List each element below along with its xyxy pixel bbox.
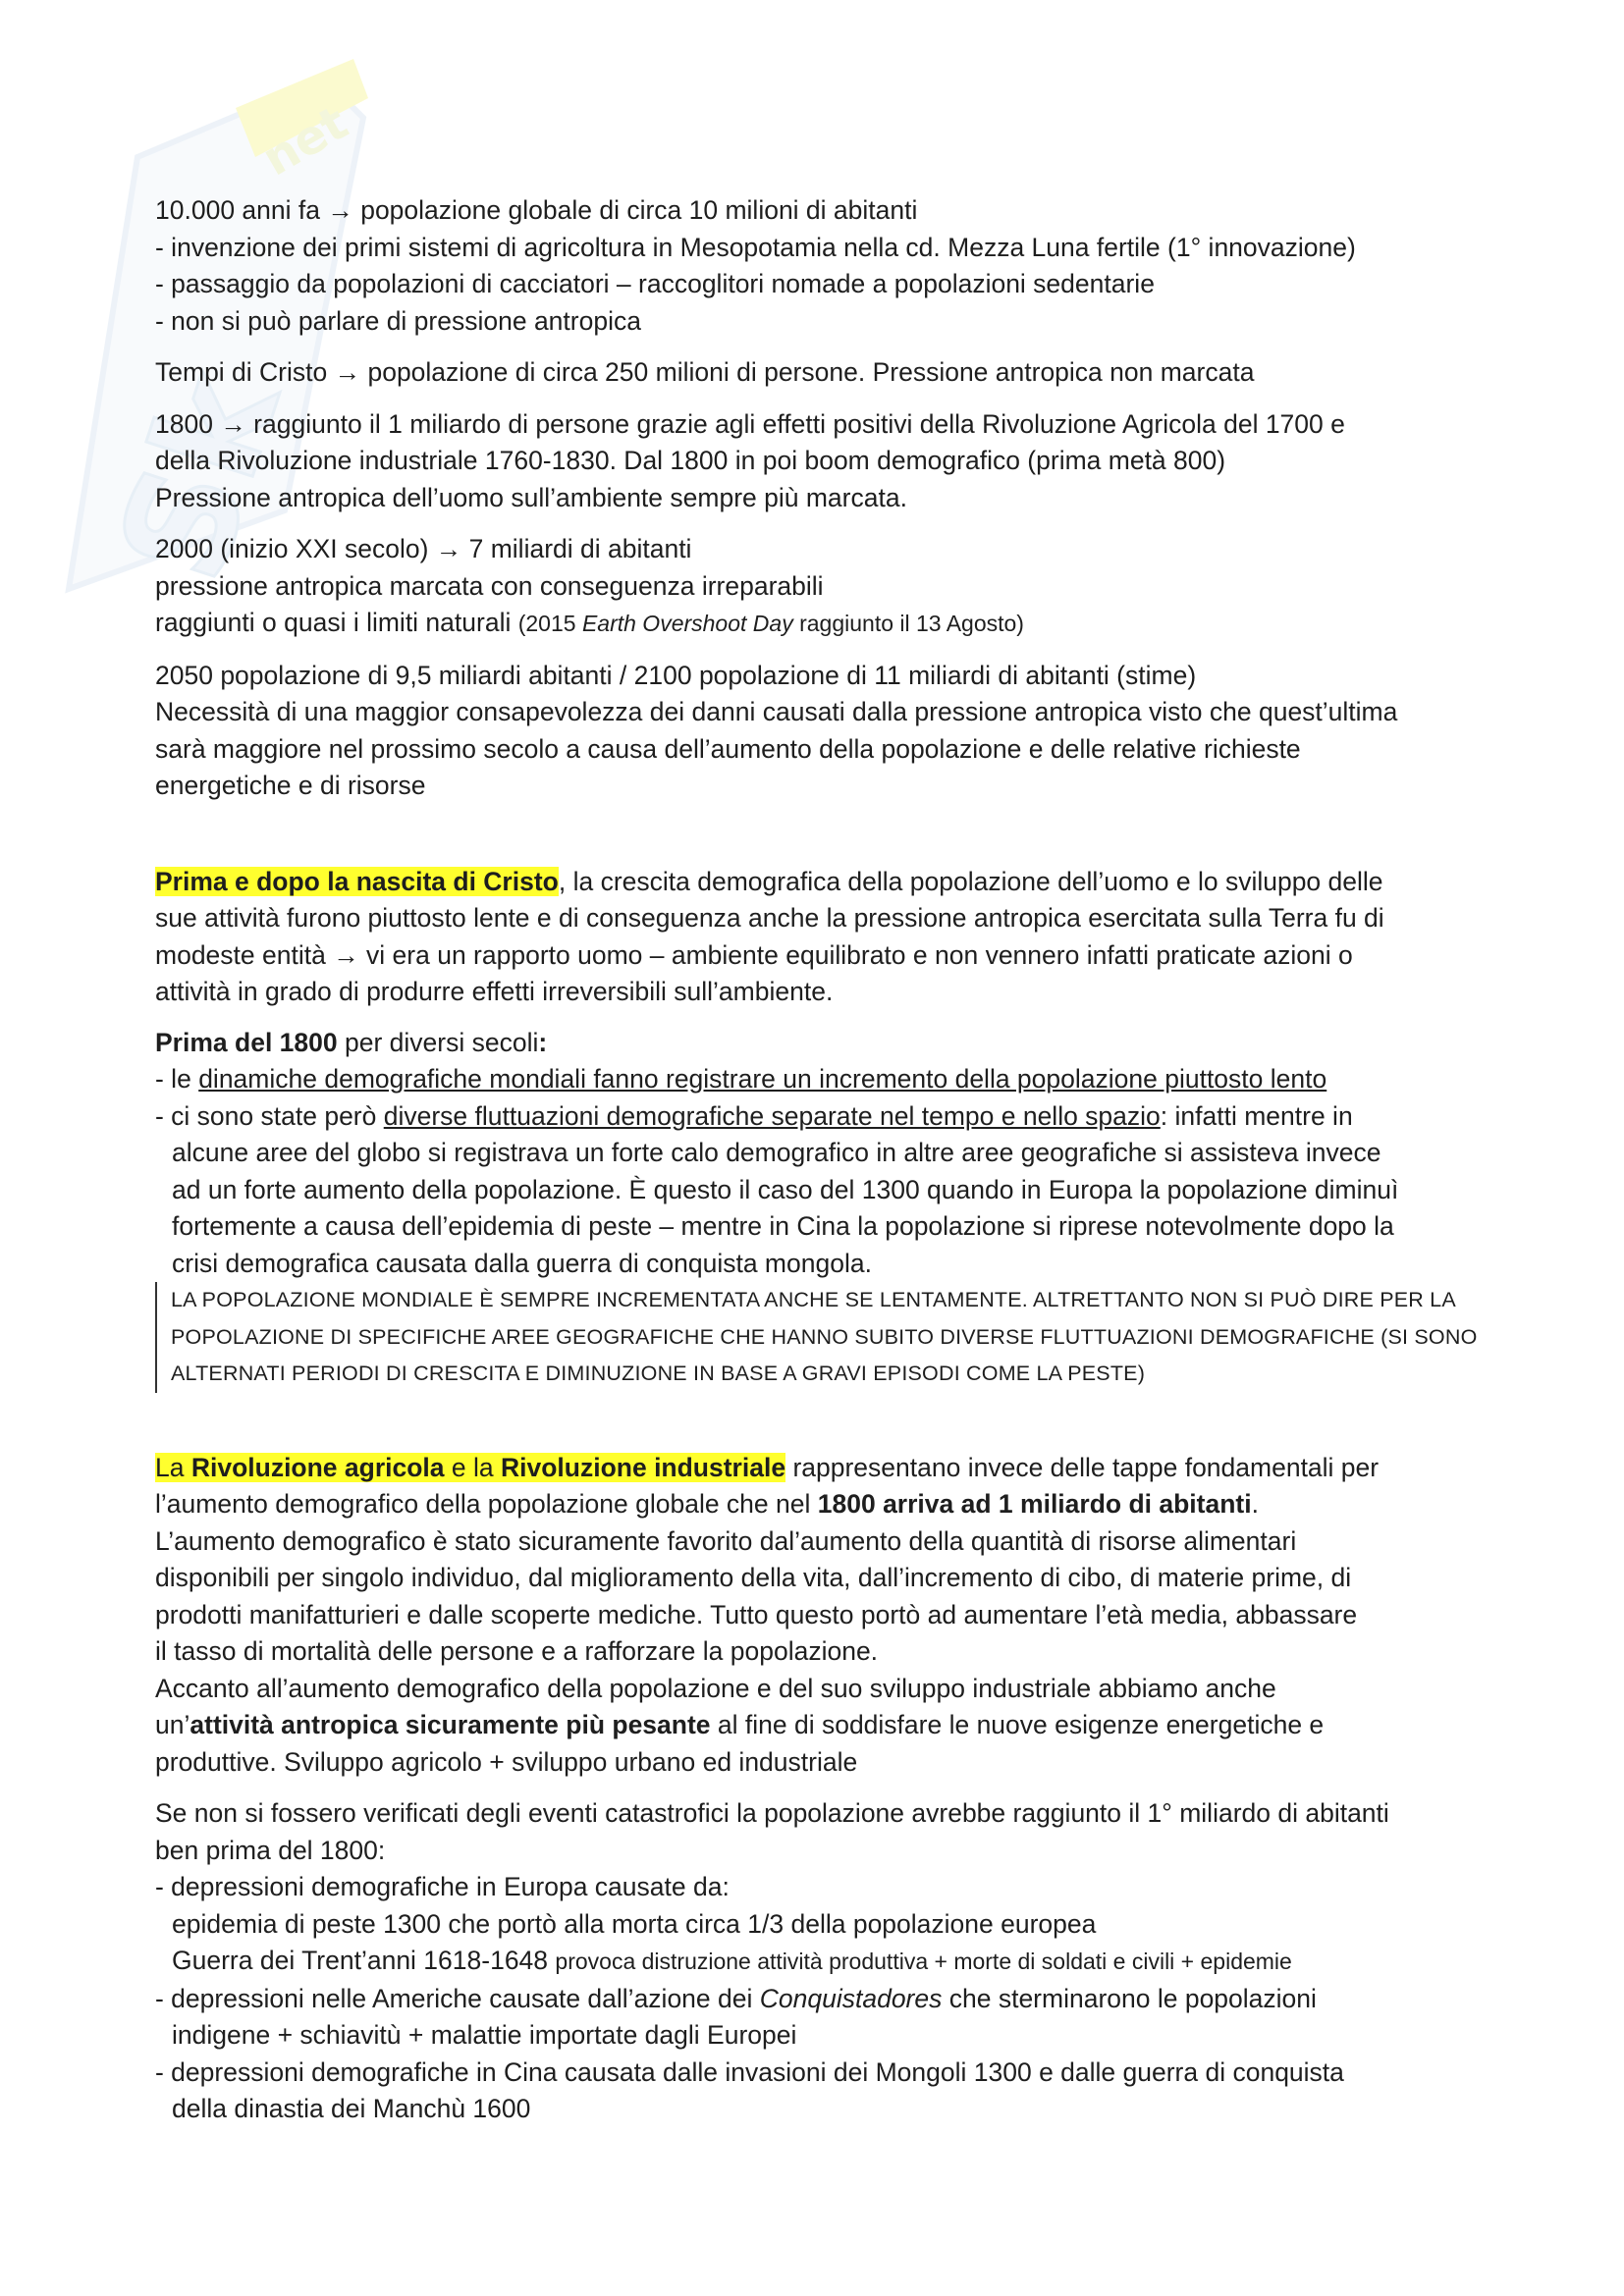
text-line: ben prima del 1800: [155, 1835, 386, 1865]
text-line: - invenzione dei primi sistemi di agricoltura in Mesopotamia nella cd. Mezza Luna fertile (1° innovazione) [155, 232, 1356, 262]
text-line [155, 864, 1490, 901]
text-line: crisi demografica causata dalla guerra di conquista mongola. [172, 1248, 872, 1278]
paragraph-catastrophic-events [155, 1795, 1490, 2128]
text-line: modeste entità → vi era un rapporto uomo – ambiente equilibrato e non vennero infatti praticate azioni o [155, 939, 1353, 970]
paragraph-2000 [155, 531, 1490, 643]
svg-text:net: net [253, 95, 357, 187]
text-line: - non si può parlare di pressione antropica [155, 305, 641, 336]
text-line [155, 1707, 1490, 1744]
small-caps-note [155, 1282, 1490, 1393]
text-line [155, 1943, 1490, 1981]
text-line: epidemia di peste 1300 che portò alla morta circa 1/3 della popolazione europea [172, 1908, 1097, 1939]
text-fragment: rappresentano invece delle tappe fondamentali per [785, 1452, 1380, 1482]
text-line: Pressione antropica dell’uomo sull’ambiente sempre più marcata. [155, 482, 907, 512]
text-line: LA POPOLAZIONE MONDIALE È SEMPRE INCREMENTATA ANCHE SE LENTAMENTE. ALTRETTANTO NON SI PUÒ DIRE PER LA [171, 1288, 1456, 1311]
svg-text:Sk: Sk [86, 352, 313, 601]
paragraph-christ-era [155, 354, 1490, 392]
text-line [155, 605, 1490, 643]
text-line: energetiche e di risorse [155, 771, 426, 800]
text-fragment: - le [155, 1064, 199, 1094]
paragraph-2050-forecast [155, 658, 1490, 805]
text-fragment: Earth Overshoot Day [581, 611, 793, 636]
text-line: attività in grado di produrre effetti irreversibili sull’ambiente. [155, 977, 834, 1006]
text-line: della dinastia dei Manchù 1600 [172, 2094, 531, 2123]
text-fragment: al fine di soddisfare le nuove esigenze energetiche e [710, 1710, 1325, 1739]
bold-heading: Prima del 1800 [155, 1027, 338, 1057]
list-item: - depressioni demografiche in Cina causata dalle invasioni dei Mongoli 1300 e dalle guerra di conquista [155, 2056, 1344, 2087]
text-fragment: - depressioni nelle Americhe causate dall’azione dei [155, 1983, 760, 2013]
highlighted-heading: Prima e dopo la nascita di Cristo [155, 866, 559, 896]
text-line: Se non si fossero verificati degli eventi catastrofici la popolazione avrebbe raggiunto il 1° miliardo di abitanti [155, 1798, 1389, 1828]
text-fragment: e la [444, 1452, 501, 1482]
text-line: ad un forte aumento della popolazione. È questo il caso del 1300 quando in Europa la popolazione diminuì [172, 1174, 1399, 1204]
text-fragment: Rivoluzione industriale [501, 1452, 786, 1482]
highlighted-heading [155, 1453, 785, 1482]
text-line: L’aumento demografico è stato sicuramente favorito dal’aumento della quantità di risorse alimentari [155, 1525, 1297, 1556]
text-line: prodotti manifatturieri e dalle scoperte mediche. Tutto questo portò ad aumentare l’età media, abbassare [155, 1599, 1358, 1629]
text-line [155, 1486, 1490, 1523]
bold-text: 1800 arriva ad 1 miliardo di abitanti [817, 1489, 1252, 1519]
paragraph-1800 [155, 406, 1490, 517]
list-item [155, 1098, 1490, 1136]
text-line: 10.000 anni fa → popolazione globale di circa 10 milioni di abitanti [155, 195, 918, 225]
text-fragment: che sterminarono le popolazioni [942, 1983, 1317, 2013]
text-line: sarà maggiore nel prossimo secolo a causa dell’aumento della popolazione e delle relative richieste [155, 733, 1301, 764]
text-fragment: , la crescita demografica della popolazione dell’uomo e lo sviluppo delle [558, 866, 1383, 896]
text-line: Necessità di una maggior consapevolezza dei danni causati dalla pressione antropica visto che quest’ultima [155, 697, 1398, 726]
text-line: 2000 (inizio XXI secolo) → 7 miliardi di abitanti [155, 534, 692, 563]
text-line: alcune aree del globo si registrava un forte calo demografico in altre aree geografiche si assisteva invece [172, 1138, 1381, 1167]
text-fragment: un’ [155, 1710, 190, 1739]
text-fragment: La [155, 1452, 191, 1482]
text-line: Tempi di Cristo → popolazione di circa 250 milioni di persone. Pressione antropica non marcata [155, 357, 1255, 387]
text-line: Accanto all’aumento demografico della popolazione e del suo sviluppo industriale abbiamo anche [155, 1673, 1276, 1703]
text-line: il tasso di mortalità delle persone e a rafforzare la popolazione. [155, 1636, 879, 1666]
list-item: - depressioni demografiche in Europa causate da: [155, 1872, 730, 1901]
text-line: produttive. Sviluppo agricolo + sviluppo urbano ed industriale [155, 1746, 858, 1777]
list-item [155, 1061, 1490, 1098]
text-line: disponibili per singolo individuo, dal miglioramento della vita, dall’incremento di cibo, di materie prime, di [155, 1563, 1352, 1592]
text-fragment: raggiunto il 13 Agosto) [792, 611, 1024, 636]
text-line: 1800 → raggiunto il 1 miliardo di persone grazie agli effetti positivi della Rivoluzione Agricola del 1700 e [155, 408, 1345, 439]
text-line: sue attività furono piuttosto lente e di conseguenza anche la pressione antropica esercitata sulla Terra fu di [155, 903, 1384, 933]
text-line [155, 1450, 1490, 1487]
text-line: della Rivoluzione industriale 1760-1830. Dal 1800 in poi boom demografico (prima metà 800) [155, 446, 1226, 475]
bold-text: attività antropica sicuramente più pesante [189, 1710, 711, 1739]
text-fragment: raggiunti o quasi i limiti naturali [155, 608, 518, 637]
text-fragment: . [1251, 1489, 1259, 1519]
paragraph-before-after-christ [155, 864, 1490, 1011]
text-line: - passaggio da popolazioni di cacciatori – raccoglitori nomade a popolazioni sedentarie [155, 269, 1155, 298]
text-fragment: Guerra dei Trent’anni 1618-1648 [172, 1946, 556, 1975]
text-fragment: (2015 [517, 611, 582, 636]
list-item [155, 1981, 1490, 2018]
text-line: pressione antropica marcata con conseguenza irreparabili [155, 570, 824, 601]
italic-text: Conquistadores [759, 1983, 943, 2013]
text-fragment: Rivoluzione agricola [190, 1452, 445, 1482]
paragraph-ancient-population [155, 192, 1490, 340]
paragraph-before-1800 [155, 1025, 1490, 1393]
text-fragment: : [538, 1027, 548, 1057]
text-line: 2050 popolazione di 9,5 miliardi abitanti / 2100 popolazione di 11 miliardi di abitanti (stime) [155, 660, 1197, 690]
text-line [155, 1025, 1490, 1062]
text-fragment: provoca distruzione attività produttiva + morte di soldati e civili + epidemie [555, 1949, 1292, 1974]
text-line: indigene + schiavitù + malattie importate dagli Europei [172, 2020, 797, 2050]
paragraph-revolutions [155, 1450, 1490, 1782]
text-line: ALTERNATI PERIODI DI CRESCITA E DIMINUZIONE IN BASE A GRAVI EPISODI COME LA PESTE) [171, 1362, 1146, 1385]
text-line: fortemente a causa dell’epidemia di peste – mentre in Cina la popolazione si riprese notevolmente dopo la [172, 1211, 1394, 1241]
text-fragment: l’aumento demografico della popolazione globale che nel [155, 1489, 818, 1519]
text-fragment: : infatti mentre in [1160, 1100, 1353, 1131]
document-body [155, 192, 1490, 2128]
text-fragment: per diversi secoli [337, 1027, 539, 1057]
text-line: POPOLAZIONE DI SPECIFICHE AREE GEOGRAFICHE CHE HANNO SUBITO DIVERSE FLUTTUAZIONI DEMOGRAFICHE (SI SONO [171, 1324, 1478, 1349]
text-fragment: - ci sono state però [155, 1100, 384, 1131]
underlined-text: diverse fluttuazioni demografiche separate nel tempo e nello spazio [383, 1100, 1161, 1131]
underlined-text: dinamiche demografiche mondiali fanno registrare un incremento della popolazione piuttosto lento [198, 1064, 1327, 1094]
